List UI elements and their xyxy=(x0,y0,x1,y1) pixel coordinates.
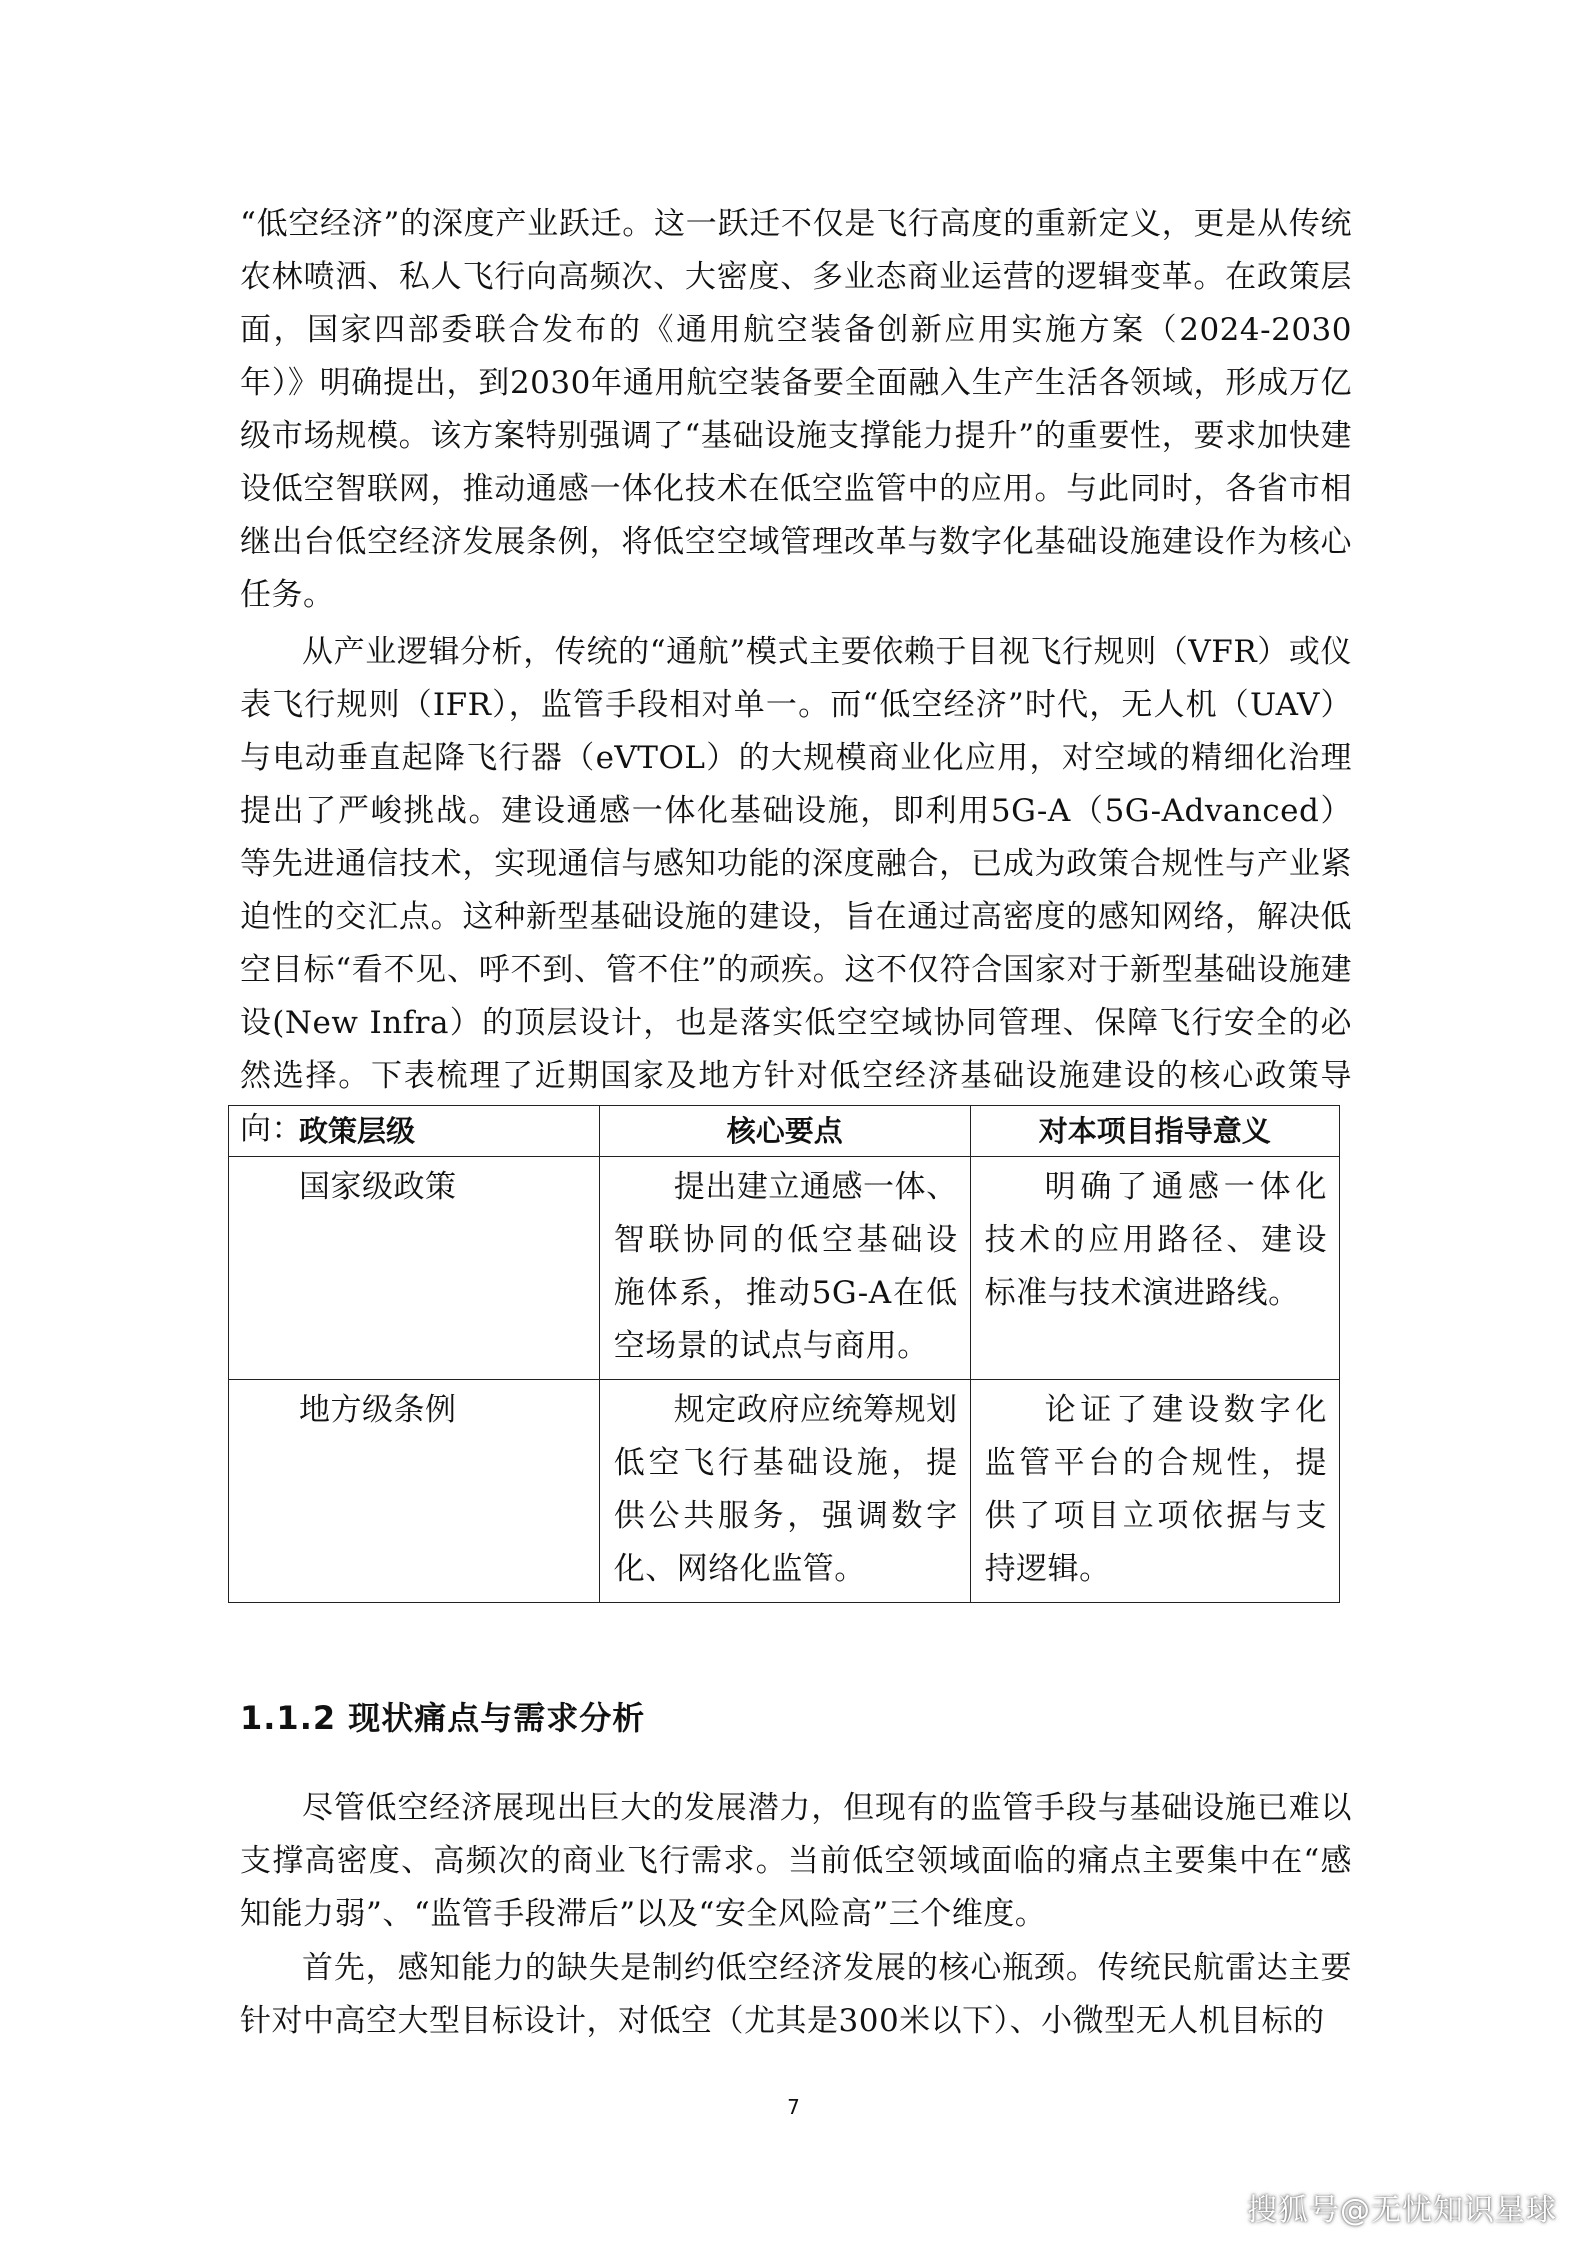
table-cell-level: 地方级条例 xyxy=(229,1380,600,1603)
table-header-row xyxy=(229,1106,1340,1157)
page-number: 7 xyxy=(787,2095,800,2119)
table-cell-significance: 明确了通感一体化技术的应用路径、建设标准与技术演进路线。 xyxy=(970,1157,1339,1380)
body-paragraph-2: 从产业逻辑分析，传统的“通航”模式主要依赖于目视飞行规则（VFR）或仪表飞行规则（IFR），监管手段相对单一。而“低空经济”时代，无人机（UAV）与电动垂直起降飞行器（eVTOL）的大规模商业化应用，对空域的精细化治理提出了严峻挑战。建设通感一体化基础设施，即利用5G-A（5G-Advanced）等先进通信技术，实现通信与感知功能的深度融合，已成为政策合规性与产业紧迫性的交汇点。这种新型基础设施的建设，旨在通过高密度的感知网络，解决低空目标“看不见、呼不到、管不住”的顽疾。这不仅符合国家对于新型基础设施建设(New Infra）的顶层设计，也是落实低空空域协同管理、保障飞行安全的必然选择。下表梳理了近期国家及地方针对低空经济基础设施建设的核心政策导向： xyxy=(240,634,1352,1147)
table-cell-level: 国家级政策 xyxy=(229,1157,600,1380)
watermark: 搜狐号@无忧知识星球 xyxy=(1247,2193,1557,2228)
table-header-cell: 政策层级 xyxy=(229,1106,600,1157)
section-heading: 1.1.2 现状痛点与需求分析 xyxy=(240,1699,646,1737)
body-paragraph-3: 尽管低空经济展现出巨大的发展潜力，但现有的监管手段与基础设施已难以支撑高密度、高频次的商业飞行需求。当前低空领域面临的痛点主要集中在“感知能力弱”、“监管手段滞后”以及“安全风险高”三个维度。 xyxy=(240,1790,1352,1932)
table-row xyxy=(229,1380,1340,1603)
table-cell-key-points: 提出建立通感一体、智联协同的低空基础设施体系，推动5G-A在低空场景的试点与商用。 xyxy=(599,1157,970,1380)
body-paragraph-4: 首先，感知能力的缺失是制约低空经济发展的核心瓶颈。传统民航雷达主要针对中高空大型目标设计，对低空（尤其是300米以下）、小微型无人机目标的 xyxy=(240,1950,1352,2039)
table-cell-significance: 论证了建设数字化监管平台的合规性，提供了项目立项依据与支持逻辑。 xyxy=(970,1380,1339,1603)
table-header-cell: 核心要点 xyxy=(599,1106,970,1157)
table-header-cell: 对本项目指导意义 xyxy=(970,1106,1339,1157)
policy-table xyxy=(228,1105,1340,1603)
table-row xyxy=(229,1157,1340,1380)
body-paragraph-1: “低空经济”的深度产业跃迁。这一跃迁不仅是飞行高度的重新定义，更是从传统农林喷洒、私人飞行向高频次、大密度、多业态商业运营的逻辑变革。在政策层面，国家四部委联合发布的《通用航空装备创新应用实施方案（2024-2030年）》明确提出，到2030年通用航空装备要全面融入生产生活各领域，形成万亿级市场规模。该方案特别强调了“基础设施支撑能力提升”的重要性，要求加快建设低空智联网，推动通感一体化技术在低空监管中的应用。与此同时，各省市相继出台低空经济发展条例，将低空空域管理改革与数字化基础设施建设作为核心任务。 xyxy=(240,206,1352,613)
table-cell-key-points: 规定政府应统筹规划低空飞行基础设施，提供公共服务，强调数字化、网络化监管。 xyxy=(599,1380,970,1603)
